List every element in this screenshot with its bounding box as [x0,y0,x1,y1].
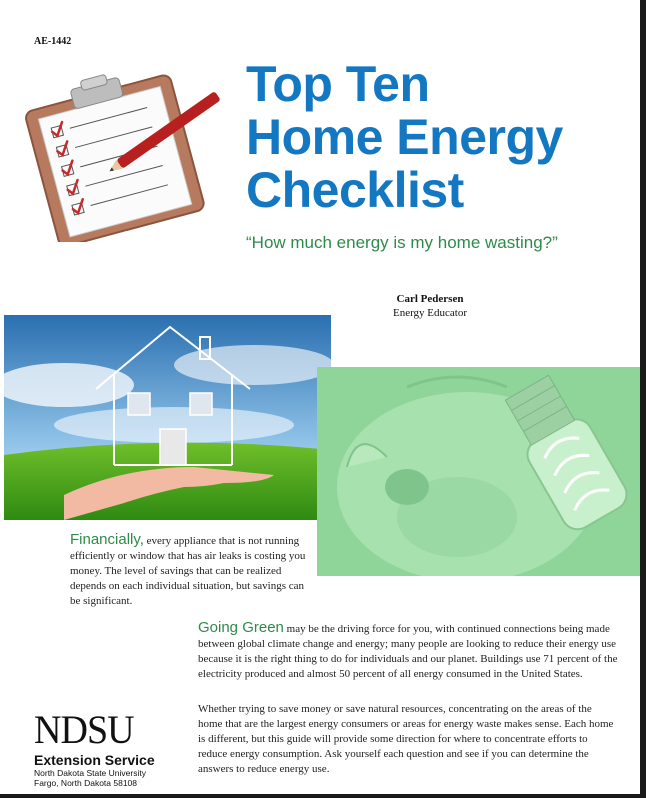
guide-paragraph: Whether trying to save money or save natural resources, concentrating on the areas of the home that are the largest energy consumers or areas for energy waste makes sense. Each home is different, but this guide will provide some direction for where to concentrate efforts to reduce energy consumption. Ask yourself each question and see if you can determine the answers to reduce energy use. [198,703,614,775]
going-green-lead: Going Green [198,619,284,636]
title-line-3: Checklist [246,162,464,218]
financially-lead: Financially, [70,531,144,548]
clipboard-checklist-illustration [10,72,240,242]
document-subtitle: “How much energy is my home wasting?” [246,233,558,252]
author-role: Energy Educator [392,307,468,319]
house-on-hand-photo [4,315,331,520]
going-green-text: may be the driving force for you, with continued connections being made between global climate change and energy; many people are looking to reduce their energy use because it is the right thing to do for individuals and our planet. Buildings use 71 percent of the electricity produced and almost 50 percent of all energy consumed in the United States. [198,623,618,680]
author-name: Carl Pedersen [396,293,464,305]
document-title [246,58,636,217]
ndsu-wordmark: NDSU [34,707,134,752]
title-line-1: Top Ten [246,56,430,112]
financially-paragraph [70,532,306,609]
page-edge-right [640,0,646,798]
ndsu-logo [34,707,194,788]
piggy-bank-bulb-photo [317,367,640,576]
page-edge-bottom [0,794,646,798]
university-address: Fargo, North Dakota 58108 [34,778,138,788]
going-green-paragraph [198,620,618,682]
extension-service-label: Extension Service [34,752,155,768]
publication-code: AE-1442 [34,36,72,47]
author-block [380,292,480,320]
financially-text: every appliance that is not running efficiently or window that has air leaks is costing you money. The level of savings that can be realized depends on each individual situation, but savings can be significant. [70,535,306,607]
title-line-2: Home Energy [246,109,563,165]
university-name: North Dakota State University [34,768,146,778]
